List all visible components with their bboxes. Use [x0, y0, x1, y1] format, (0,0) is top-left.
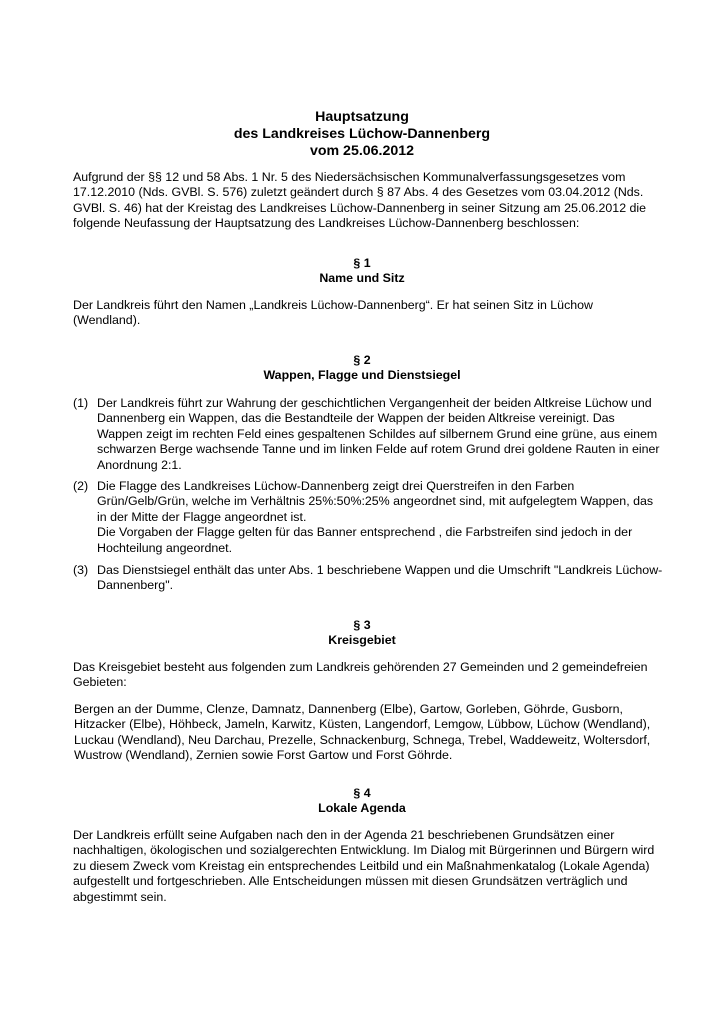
preamble-paragraph: Aufgrund der §§ 12 und 58 Abs. 1 Nr. 5 des Niedersächsischen Kommunalverfassungsgesetzes vom 17.12.2010 (Nds. GVBl. S. 576) zuletzt geändert durch § 87 Abs. 4 des Gesetzes vom 03.04.2012 (Nds. GVBl. S. 46) hat der Kreistag des Landkreises Lüchow-Dannenberg in seiner Sitzung am 25.06.2012 die folgende Neufassung der Hauptsatzung des Landkreises Lüchow-Dannenberg beschlossen:	[73, 170, 647, 231]
item-text-part: Die Vorgaben der Flagge gelten für das Banner entsprechend , die Farbstreifen sind jedoch in der Hochteilung angeordnet.	[97, 525, 633, 555]
document-title	[0, 109, 724, 160]
section-4-text: Der Landkreis erfüllt seine Aufgaben nach den in der Agenda 21 beschriebenen Grundsätzen einer nachhaltigen, ökologischen und sozialgerechten Entwicklung. Im Dialog mit Bürgerinnen und Bürgern wird zu diesem Zweck vom Kreistag ein entsprechendes Leitbild und ein Maßnahmenkatalog (Lokale Agenda) aufgestellt und fortgeschrieben. Alle Entscheidungen müssen mit diesen Grundsätzen verträglich und abgestimmt sein.	[73, 828, 655, 904]
section-4-number: § 4	[353, 786, 371, 800]
item-text-part: Das Dienstsiegel enthält das unter Abs. 1 beschriebene Wappen und die Umschrift "Landkreis Lüchow-Dannenberg".	[97, 563, 663, 593]
section-1-number: § 1	[353, 256, 371, 270]
item-text-part: Die Flagge des Landkreises Lüchow-Dannenberg zeigt drei Querstreifen in den Farben Grün/Gelb/Grün, welche im Verhältnis 25%:50%:25% angeordnet sind, mit aufgelegtem Wappen, das in der Mitte der Flagge angeordnet ist.	[97, 479, 654, 524]
section-1-text: Der Landkreis führt den Namen „Landkreis Lüchow-Dannenberg“. Er hat seinen Sitz in Lüchow (Wendland).	[73, 298, 594, 328]
item-text	[97, 396, 663, 473]
section-3-title: Kreisgebiet	[328, 633, 396, 648]
section-3-text: Das Kreisgebiet besteht aus folgenden zum Landkreis gehörenden 27 Gemeinden und 2 gemeindefreien Gebieten:	[73, 660, 648, 690]
item-text-part: Der Landkreis führt zur Wahrung der geschichtlichen Vergangenheit der beiden Altkreise Lüchow und Dannenberg ein Wappen, das die Bestandteile der Wappen der beiden Altkreise vereinigt. Das Wappen zeigt im rechten Feld eines gespaltenen Schildes auf silbernem Grund eine grüne, aus einem schwarzen Berge wachsende Tanne und im linken Felde auf rotem Grund drei goldene Rauten in einer Anordnung 2:1.	[97, 396, 660, 472]
item-number: (3)	[73, 563, 89, 577]
section-4-heading	[0, 786, 724, 817]
section-3-municipality-list: Bergen an der Dumme, Clenze, Damnatz, Dannenberg (Elbe), Gartow, Gorleben, Göhrde, Gusborn, Hitzacker (Elbe), Höhbeck, Jameln, Karwitz, Küsten, Langendorf, Lemgow, Lübbow, Lüchow (Wendland), Luckau (Wendland), Neu Darchau, Prezelle, Schnackenburg, Schnega, Trebel, Waddeweitz, Woltersdorf, Wustrow (Wendland), Zernien sowie Forst Gartow und Forst Göhrde.	[74, 702, 651, 763]
title-line-2: des Landkreises Lüchow-Dannenberg	[233, 126, 491, 142]
item-number: (1)	[73, 396, 89, 410]
section-2-title: Wappen, Flagge und Dienstsiegel	[263, 368, 461, 383]
item-text	[97, 563, 663, 594]
section-2-number: § 2	[353, 353, 371, 367]
section-1-heading	[0, 256, 724, 287]
title-line-1: Hauptsatzung	[315, 109, 409, 125]
section-2-heading	[0, 353, 724, 384]
title-line-3: vom 25.06.2012	[309, 143, 415, 159]
item-text	[97, 479, 663, 556]
section-4-title: Lokale Agenda	[318, 801, 406, 816]
section-1-title: Name und Sitz	[319, 271, 405, 286]
item-number: (2)	[73, 479, 89, 493]
section-3-number: § 3	[353, 618, 371, 632]
section-3-heading	[0, 618, 724, 649]
